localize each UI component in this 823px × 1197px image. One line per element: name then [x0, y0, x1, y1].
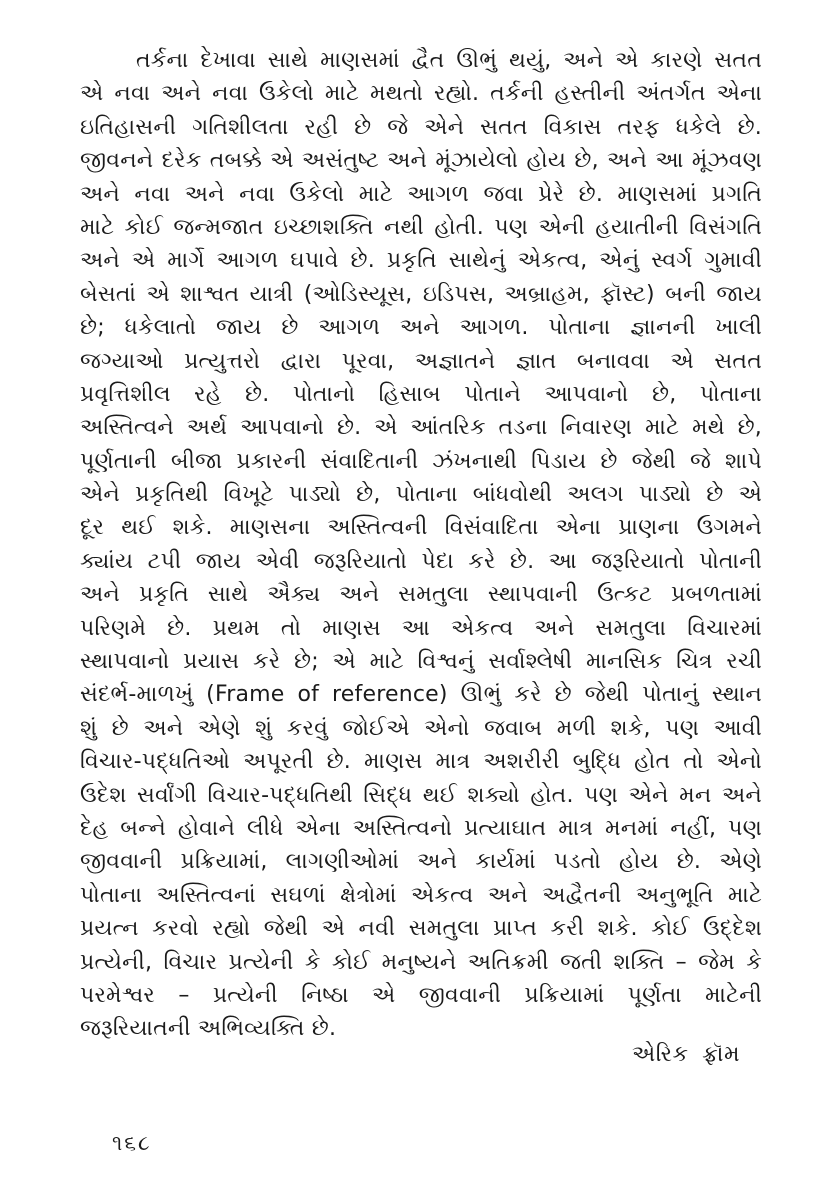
text-line: જીવનને દરેક તબક્કે એ અસંતુષ્ટ અને મૂંઝાયેલો હોય છે, અને આ મૂંઝવણ: [80, 148, 762, 174]
text-line: જગ્યાઓ પ્રત્યુત્તરો દ્વારા પૂરવા, અજ્ઞાતને જ્ઞાત બનાવવા એ સતત: [80, 348, 762, 374]
text-line: શું છે અને એણે શું કરવું જોઈએ એનો જવાબ મળી શકે, પણ આવી: [80, 715, 762, 741]
text-line: છે; ધકેલાતો જાય છે આગળ અને આગળ. પોતાના જ્ઞાનની ખાલી: [80, 315, 762, 341]
text-line: દૂર થઈ શકે. માણસના અસ્તિત્વની વિસંવાદિતા એના પ્રાણના ઉગમને: [80, 515, 762, 541]
attribution: એરિક ફ્રૉમ: [632, 1042, 740, 1067]
text-line: ઇતિહાસની ગતિશીલતા રહી છે જે એને સતત વિકાસ તરફ ધકેલે છે.: [80, 114, 762, 140]
text-line: વિચાર-પદ્ધતિઓ અપૂરતી છે. માણસ માત્ર અશરીરી બુદ્ધિ હોત તો એનો: [80, 749, 762, 775]
body-text: [80, 44, 762, 1046]
text-line: એને પ્રકૃતિથી વિખૂટે પાડ્યો છે, પોતાના બાંધવોથી અલગ પાડ્યો છે એ: [80, 482, 762, 508]
text-line: અને પ્રકૃતિ સાથે ઐક્ય અને સમતુલા સ્થાપવાની ઉત્કટ પ્રબળતામાં: [80, 582, 762, 608]
text-line: અને નવા અને નવા ઉકેલો માટે આગળ જવા પ્રેરે છે. માણસમાં પ્રગતિ: [80, 181, 762, 207]
text-line: જરૂરિયાતની અભિવ્યક્તિ છે.: [80, 1016, 337, 1042]
text-line: અસ્તિત્વને અર્થ આપવાનો છે. એ આંતરિક તડના નિવારણ માટે મથે છે,: [80, 415, 762, 441]
text-line: પોતાના અસ્તિત્વનાં સઘળાં ક્ષેત્રોમાં એકત્વ અને અદ્વૈતની અનુભૂતિ માટે: [80, 882, 762, 908]
text-line: તર્કના દેખાવા સાથે માણસમાં દ્વૈત ઊભું થયું, અને એ કારણે સતત: [136, 48, 762, 73]
text-line: અને એ માર્ગે આગળ ઘપાવે છે. પ્રકૃતિ સાથેનું એકત્વ, એનું સ્વર્ગ ગુમાવી: [80, 248, 762, 274]
text-line: જીવવાની પ્રક્રિયામાં, લાગણીઓમાં અને કાર્યમાં પડતો હોય છે. એણે: [80, 849, 762, 875]
text-line: ઉદેશ સર્વાંગી વિચાર-પદ્ધતિથી સિદ્ધ થઈ શક્યો હોત. પણ એને મન અને: [80, 782, 762, 808]
text-line: ક્યાંય ટપી જાય એવી જરૂરિયાતો પેદા કરે છે. આ જરૂરિયાતો પોતાની: [80, 548, 762, 574]
text-line: પ્રયત્ન કરવો રહ્યો જેથી એ નવી સમતુલા પ્રાપ્ત કરી શકે. કોઈ ઉદ્દેશ: [80, 916, 762, 942]
text-line: માટે કોઈ જન્મજાત ઇચ્છાશક્તિ નથી હોતી. પણ એની હયાતીની વિસંગતિ: [80, 214, 762, 240]
text-line: દેહ બન્ને હોવાને લીધે એના અસ્તિત્વનો પ્રત્યાઘાત માત્ર મનમાં નહીં, પણ: [80, 815, 762, 841]
text-line: પરમેશ્વર – પ્રત્યેની નિષ્ઠા એ જીવવાની પ્રક્રિયામાં પૂર્ણતા માટેની: [80, 982, 762, 1008]
text-line: પ્રવૃત્તિશીલ રહે છે. પોતાનો હિસાબ પોતાને આપવાનો છે, પોતાના: [80, 381, 762, 407]
text-line: પરિણમે છે. પ્રથમ તો માણસ આ એકત્વ અને સમતુલા વિચારમાં: [80, 615, 762, 641]
text-line: એ નવા અને નવા ઉકેલો માટે મથતો રહ્યો. તર્કની હસ્તીની અંતર્ગત એના: [80, 81, 762, 107]
text-line: બેસતાં એ શાશ્વત યાત્રી (ઓડિસ્યૂસ, ઇડિપસ, અબ્રાહમ, ફૉસ્ટ) બની જાય: [80, 281, 762, 307]
text-line: પ્રત્યેની, વિચાર પ્રત્યેની કે કોઈ મનુષ્યને અતિક્રમી જતી શક્તિ – જેમ કે: [80, 949, 762, 975]
page-number: ૧૬૮: [112, 1131, 152, 1155]
text-line: પૂર્ણતાની બીજા પ્રકારની સંવાદિતાની ઝંખનાથી પિડાય છે જેથી જે શાપે: [80, 448, 762, 474]
text-line: સંદર્ભ-માળખું (Frame of reference) ઊભું કરે છે જેથી પોતાનું સ્થાન: [80, 682, 762, 708]
text-line: સ્થાપવાનો પ્રયાસ કરે છે; એ માટે વિશ્વનું સર્વાશ્લેષી માનસિક ચિત્ર રચી: [80, 649, 762, 675]
